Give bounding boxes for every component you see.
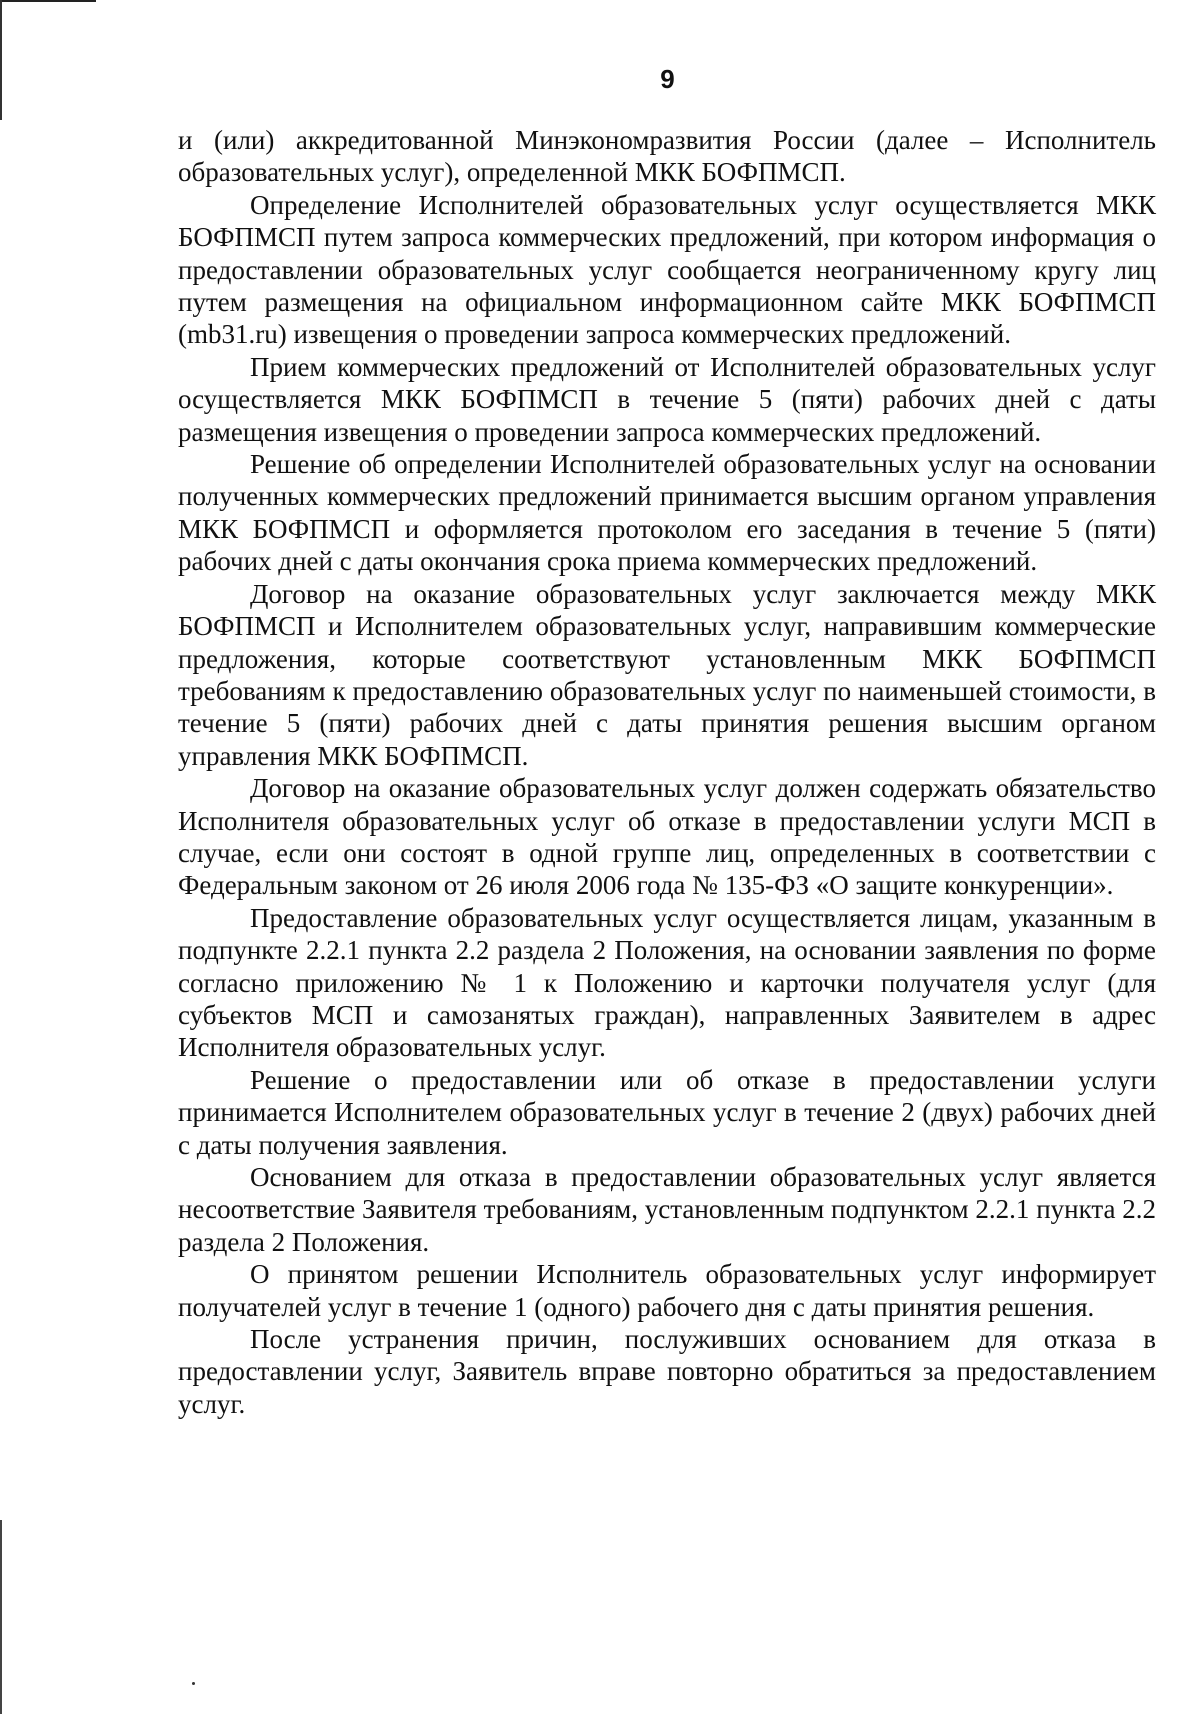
paragraph-reapplication: После устранения причин, послуживших основанием для отказа в предоставлении услуг, Заявитель вправе повторно обратиться за предоставлением услуг. xyxy=(178,1324,1156,1419)
page-number: 9 xyxy=(660,64,675,94)
scan-border-left-lower xyxy=(0,1520,2,1714)
paragraph-contract-obligation: Договор на оказание образовательных услуг должен содержать обязательство Исполнителя образовательных услуг об отказе в предоставлении услуги МСП в случае, если они состоят в одной группе лиц, определенных в соответствии с Федеральным законом от 26 июля 2006 года № 135-ФЗ «О защите конкуренции». xyxy=(178,773,1156,901)
scan-dust-mark xyxy=(192,1682,195,1685)
paragraph-continuation: и (или) аккредитованной Минэкономразвития России (далее – Исполнитель образовательных услуг), определенной МКК БОФПМСП. xyxy=(178,125,1156,188)
paragraph-selection-decision: Решение об определении Исполнителей образовательных услуг на основании полученных коммерческих предложений принимается высшим органом управления МКК БОФПМСП и оформляется протоколом его заседания в течение 5 (пяти) рабочих дней с даты окончания срока приема коммерческих предложений. xyxy=(178,449,1156,577)
paragraph-decision-timing: Решение о предоставлении или об отказе в предоставлении услуги принимается Исполнителем образовательных услуг в течение 2 (двух) рабочих дней с даты получения заявления. xyxy=(178,1064,1156,1160)
paragraph-notification: О принятом решении Исполнитель образовательных услуг информирует получателей услуг в течение 1 (одного) рабочего дня с даты принятия решения. xyxy=(178,1259,1156,1322)
paragraph-contract-conclusion: Договор на оказание образовательных услуг заключается между МКК БОФПМСП и Исполнителем образовательных услуг, направившим коммерческие предложения, которые соответствуют установленным МКК БОФПМСП требованиям к предоставлению образовательных услуг по наименьшей стоимости, в течение 5 (пяти) рабочих дней с даты принятия решения высшим органом управления МКК БОФПМСП. xyxy=(178,578,1156,771)
paragraph-contractor-selection: Определение Исполнителей образовательных услуг осуществляется МКК БОФПМСП путем запроса коммерческих предложений, при котором информация о предоставлении образовательных услуг сообщается неограниченному кругу лиц путем размещения на официальном информационном сайте МКК БОФПМСП (mb31.ru) извещения о проведении запроса коммерческих предложений. xyxy=(178,189,1156,350)
scan-border-left xyxy=(0,0,2,120)
paragraph-proposal-intake: Прием коммерческих предложений от Исполнителей образовательных услуг осуществляется МКК БОФПМСП в течение 5 (пяти) рабочих дней с даты размещения извещения о проведении запроса коммерческих предложений. xyxy=(178,351,1156,447)
paragraph-refusal-grounds: Основанием для отказа в предоставлении образовательных услуг является несоответствие Заявителя требованиям, установленным подпунктом 2.2.1 пункта 2.2 раздела 2 Положения. xyxy=(178,1162,1156,1257)
document-body xyxy=(178,124,1156,1420)
scan-border-top xyxy=(0,0,96,2)
paragraph-service-provision: Предоставление образовательных услуг осуществляется лицам, указанным в подпункте 2.2.1 пункта 2.2 раздела 2 Положения, на основании заявления по форме согласно приложению № 1 к Положению и карточки получателя услуг (для субъектов МСП и самозанятых граждан), направленных Заявителем в адрес Исполнителя образовательных услуг. xyxy=(178,902,1156,1063)
